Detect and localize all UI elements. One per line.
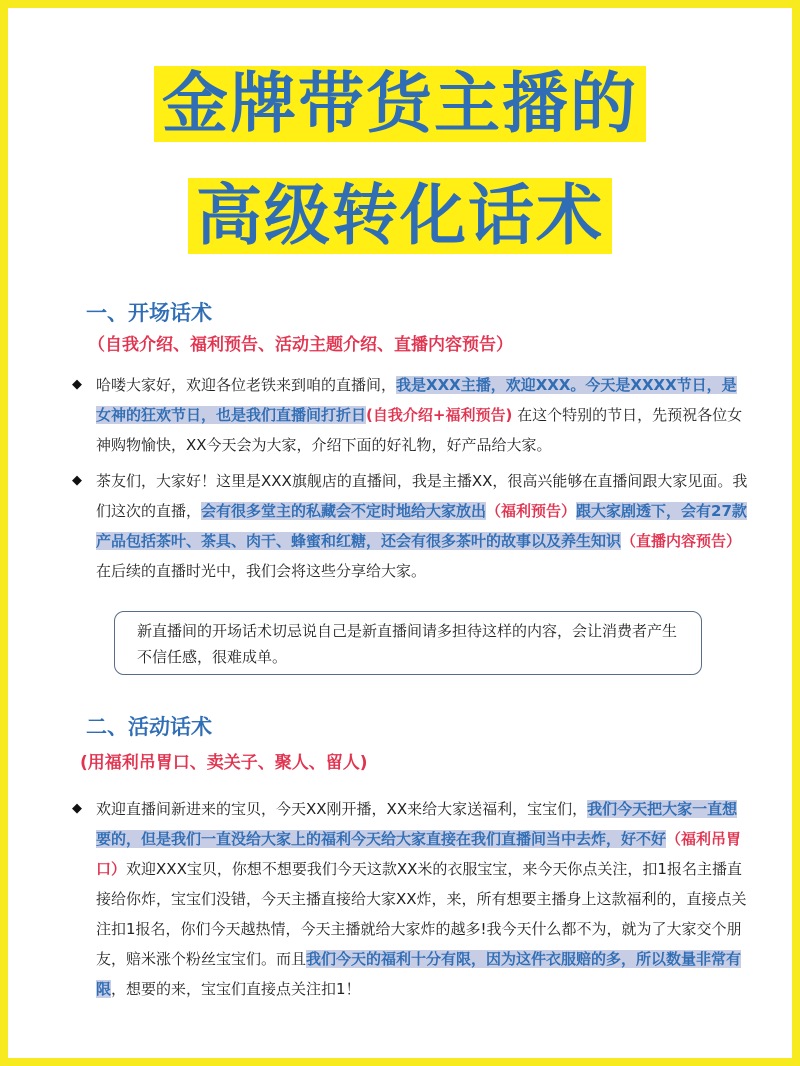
annotation-text: （福利吊胃口）	[96, 830, 742, 878]
annotation-text: （福利预告）	[486, 502, 577, 520]
plain-text: 欢迎XXX宝贝，你想不想要我们今天这款XX米的衣服宝宝，来今天你点关注，扣1报名主播直接给你炸，宝宝们没错，今天主播直接给大家XX炸，来，所有想要主播身上这款福利的，直接点关注扣1报名，你们今天越热情，今天主播就给大家炸的越多!我今天什么都不为，就为了大家交个朋友，赔米涨个粉丝宝宝们。而且	[96, 860, 747, 968]
bullet-text	[72, 794, 748, 1004]
bullet-diamond-icon: ◆	[72, 377, 82, 392]
section2-heading: 二、活动话术	[86, 715, 212, 739]
bullet-text	[72, 370, 748, 460]
section1-heading: 一、开场话术	[86, 301, 212, 325]
highlight-text: 我们今天把大家一直想要的，但是我们一直没给大家上的福利今天给大家直接在我们直播间当中去炸，好不好	[96, 800, 738, 848]
bullet-diamond-icon: ◆	[72, 801, 82, 816]
plain-text: 哈喽大家好，欢迎各位老铁来到咱的直播间，	[96, 376, 397, 394]
annotation-text: (自我介绍+福利预告)	[366, 406, 513, 424]
section1-subtitle: （自我介绍、福利预告、活动主题介绍、直播内容预告）	[88, 335, 513, 355]
section2-bullet-1	[72, 794, 748, 1004]
section2-subtitle: (用福利吊胃口、卖关子、聚人、留人)	[80, 753, 368, 773]
plain-text: 茶友们，大家好！这里是XXX旗舰店的直播间，我是主播XX，很高兴能够在直播间跟大家见面。我们这次的直播，	[96, 472, 748, 520]
title-line-2: 高级转化话术	[188, 178, 612, 254]
plain-text: 在后续的直播时光中，我们会将这些分享给大家。	[96, 562, 427, 580]
plain-text: 欢迎直播间新进来的宝贝，今天XX刚开播，XX来给大家送福利，宝宝们，	[96, 800, 588, 818]
section1-bullet-1	[72, 370, 748, 460]
highlight-text: 我们今天的福利十分有限，因为这件衣服赔的多，所以数量非常有限	[96, 950, 742, 998]
plain-text: ，想要的来，宝宝们直接点关注扣1！	[111, 980, 361, 998]
section1-bullet-2	[72, 466, 748, 586]
bullet-text	[72, 466, 748, 586]
note-box: 新直播间的开场话术切忌说自己是新直播间请多担待这样的内容，会让消费者产生不信任感，很难成单。	[114, 611, 702, 675]
highlight-text: 跟大家剧透下，会有27款产品包括茶叶、茶具、肉干、蜂蜜和红糖，还会有很多茶叶的故事以及养生知识	[96, 502, 747, 550]
annotation-text: （直播内容预告）	[621, 532, 742, 550]
highlight-text: 会有很多堂主的私藏会不定时地给大家放出	[201, 502, 487, 520]
highlight-text: 我是XXX主播，欢迎XXX。今天是XXXX节日，是女神的狂欢节日，也是我们直播间打折日	[96, 376, 737, 424]
bullet-diamond-icon: ◆	[72, 473, 82, 488]
title-line-1: 金牌带货主播的	[154, 66, 646, 142]
plain-text: 在这个特别的节日，先预祝各位女神购物愉快，XX今天会为大家，介绍下面的好礼物，好产品给大家。	[96, 406, 743, 454]
